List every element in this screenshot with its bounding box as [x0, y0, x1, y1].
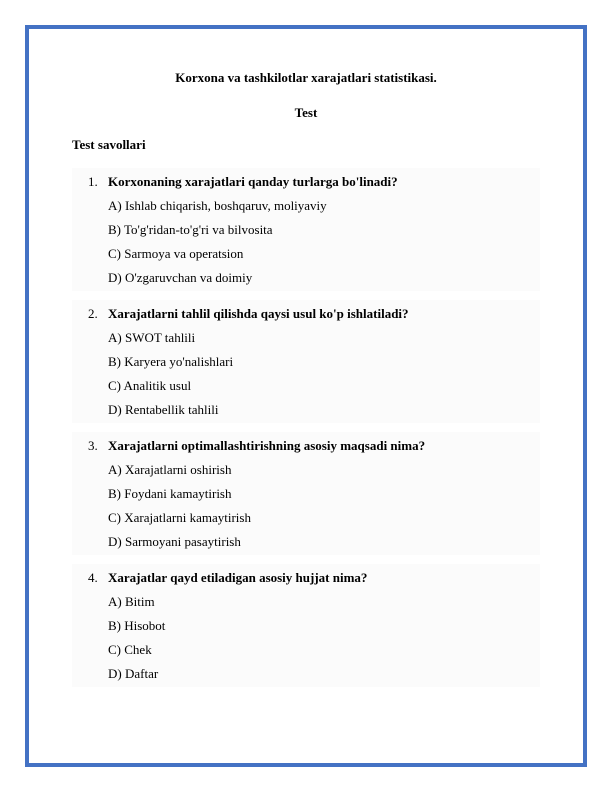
question-item	[72, 300, 540, 423]
question-number: 3.	[88, 438, 98, 453]
answer-option-b: B) Karyera yo'nalishlari	[108, 354, 234, 369]
answer-option-b: B) Foydani kamaytirish	[108, 486, 232, 501]
answer-option-d: D) Rentabellik tahlili	[108, 402, 219, 417]
answer-options	[72, 198, 540, 286]
answer-options	[72, 462, 540, 550]
question-number: 4.	[88, 570, 98, 585]
answer-option-c: C) Analitik usul	[108, 378, 192, 393]
answer-option-a: A) Bitim	[108, 594, 155, 609]
question-number: 1.	[88, 174, 98, 189]
answer-option-c: C) Xarajatlarni kamaytirish	[108, 510, 251, 525]
section-heading: Test savollari	[72, 137, 146, 152]
question-text: Xarajatlarni tahlil qilishda qaysi usul ko'p ishlatiladi?	[108, 306, 409, 321]
answer-options	[72, 330, 540, 418]
answer-option-a: A) SWOT tahlili	[108, 330, 196, 345]
question-item	[72, 564, 540, 687]
document-title: Korxona va tashkilotlar xarajatlari statistikasi.	[175, 70, 437, 85]
answer-option-c: C) Chek	[108, 642, 152, 657]
answer-option-d: D) Daftar	[108, 666, 159, 681]
answer-option-c: C) Sarmoya va operatsion	[108, 246, 244, 261]
question-number: 2.	[88, 306, 98, 321]
answer-option-d: D) O'zgaruvchan va doimiy	[108, 270, 253, 285]
question-text: Xarajatlar qayd etiladigan asosiy hujjat nima?	[108, 570, 368, 585]
document-subtitle: Test	[294, 105, 318, 120]
question-item	[72, 432, 540, 555]
answer-options	[72, 594, 540, 682]
answer-option-a: A) Ishlab chiqarish, boshqaruv, moliyaviy	[108, 198, 327, 213]
question-text: Korxonaning xarajatlari qanday turlarga bo'linadi?	[108, 174, 398, 189]
answer-option-b: B) To'g'ridan-to'g'ri va bilvosita	[108, 222, 273, 237]
question-item	[72, 168, 540, 291]
answer-option-a: A) Xarajatlarni oshirish	[108, 462, 232, 477]
question-text: Xarajatlarni optimallashtirishning asosiy maqsadi nima?	[108, 438, 426, 453]
answer-option-d: D) Sarmoyani pasaytirish	[108, 534, 241, 549]
question-list	[72, 168, 540, 696]
answer-option-b: B) Hisobot	[108, 618, 166, 633]
